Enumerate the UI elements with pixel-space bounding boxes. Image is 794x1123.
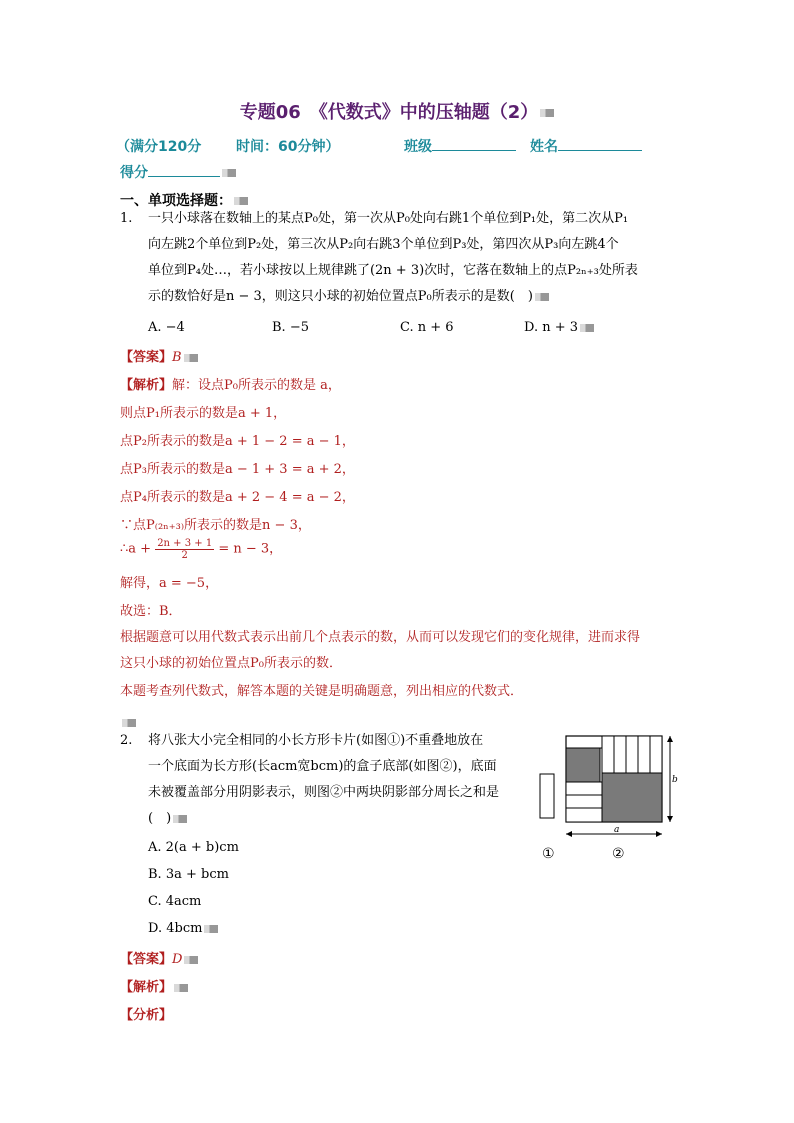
watermark-icon: [535, 293, 549, 301]
q2-option-b[interactable]: B. 3a + bcm: [148, 867, 229, 882]
q1-fraction-equation: ∴a + $\frac{2n + 3 + 1}{2}$ = n − 3，: [120, 538, 283, 561]
q1-answer: 【答案】B: [120, 346, 198, 365]
q2-number: 2.: [120, 733, 133, 748]
figure1-label: ①: [542, 846, 555, 862]
q1-analysis-line: 故选：B．: [120, 604, 182, 619]
q1-analysis-line: 解得，a = −5，: [120, 576, 219, 591]
card-group-top: [602, 736, 662, 773]
dim-a-label: a: [614, 825, 620, 835]
page-title: 专题06 《代数式》中的压轴题（2）: [0, 98, 794, 124]
q1-analysis-line: ∵点P₍₂ₙ₊₃₎所表示的数是n − 3，: [120, 518, 311, 533]
figure2-label: ②: [612, 846, 625, 862]
q1-analysis-line: 根据题意可以用代数式表示出前几个点表示的数，从而可以发现它们的变化规律，进而求得: [120, 630, 641, 645]
q1-analysis-line: 点P₄所表示的数是a + 2 − 4 = a − 2，: [120, 490, 355, 505]
q2-figure-svg: [530, 726, 680, 866]
card-group-left: [566, 782, 602, 822]
q1-line: 单位到P₄处…，若小球按以上规律跳了(2n + 3)次时，它落在数轴上的点P₂ₙ₊₃处所表: [148, 263, 638, 278]
single-card: [540, 774, 554, 818]
q1-analysis-line: 则点P₁所表示的数是a + 1，: [120, 406, 287, 421]
shaded-region-top-left: [566, 748, 600, 782]
q1-line: 示的数恰好是n − 3，则这只小球的初始位置点P₀所表示的是数( ): [148, 284, 549, 310]
q1-analysis-line: 本题考查列代数式，解答本题的关键是明确题意，列出相应的代数式．: [120, 684, 524, 699]
q1-option-d[interactable]: D. n + 3: [524, 320, 594, 335]
q1-analysis-line: 这只小球的初始位置点P₀所表示的数．: [120, 656, 342, 671]
q1-option-c[interactable]: C. n + 6: [400, 320, 454, 335]
watermark-icon: [184, 956, 198, 964]
q2-option-a[interactable]: A. 2(a + b)cm: [148, 840, 239, 855]
watermark-icon: [174, 984, 188, 992]
class-field[interactable]: 班级: [404, 136, 516, 156]
q2-line: 一个底面为长方形(长acm宽bcm)的盒子底部(如图②)，底面: [148, 759, 497, 774]
q2-analysis2-heading: 【分析】: [120, 1008, 173, 1023]
watermark-icon: [222, 169, 236, 177]
q1-analysis-line: 【解析】解：设点P₀所表示的数是 a，: [120, 378, 341, 393]
q2-figure: [530, 726, 680, 866]
dim-b-label: b: [672, 775, 678, 785]
q2-line: ( ): [148, 806, 187, 832]
score-field[interactable]: 得分: [120, 162, 236, 182]
q2-analysis-heading: 【解析】: [120, 976, 188, 995]
watermark-icon: [234, 197, 248, 205]
q1-line: 一只小球落在数轴上的某点P₀处，第一次从P₀处向右跳1个单位到P₁处，第二次从P₁: [148, 211, 629, 226]
time-limit: 时间：60分钟）: [236, 139, 340, 155]
name-field[interactable]: 姓名: [530, 136, 642, 156]
watermark-icon: [184, 354, 198, 362]
q2-answer: 【答案】D: [120, 948, 198, 967]
q2-option-d[interactable]: D. 4bcm: [148, 921, 218, 936]
watermark-icon: [580, 324, 594, 332]
q1-option-a[interactable]: A. −4: [148, 320, 185, 335]
watermark-icon: [173, 815, 187, 823]
shaded-region-bottom-right: [602, 773, 662, 822]
q1-analysis-line: 点P₂所表示的数是a + 1 − 2 = a − 1，: [120, 434, 355, 449]
full-score: （满分120分: [116, 139, 202, 155]
q2-line: 将八张大小完全相同的小长方形卡片(如图①)不重叠地放在: [148, 733, 484, 748]
section-heading: 一、单项选择题：: [120, 190, 248, 210]
q1-line: 向左跳2个单位到P₂处，第三次从P₂向右跳3个单位到P₃处，第四次从P₃向左跳4个: [148, 237, 619, 252]
watermark-icon: [540, 109, 554, 117]
q2-line: 未被覆盖部分用阴影表示，则图②中两块阴影部分周长之和是: [148, 785, 500, 800]
q2-option-c[interactable]: C. 4acm: [148, 894, 202, 909]
q1-analysis-line: 点P₃所表示的数是a − 1 + 3 = a + 2，: [120, 462, 355, 477]
fraction: $\frac{2n + 3 + 1}{2}$: [157, 538, 213, 561]
watermark-icon: [204, 925, 218, 933]
q1-option-b[interactable]: B. −5: [272, 320, 309, 335]
q1-number: 1.: [120, 211, 133, 226]
